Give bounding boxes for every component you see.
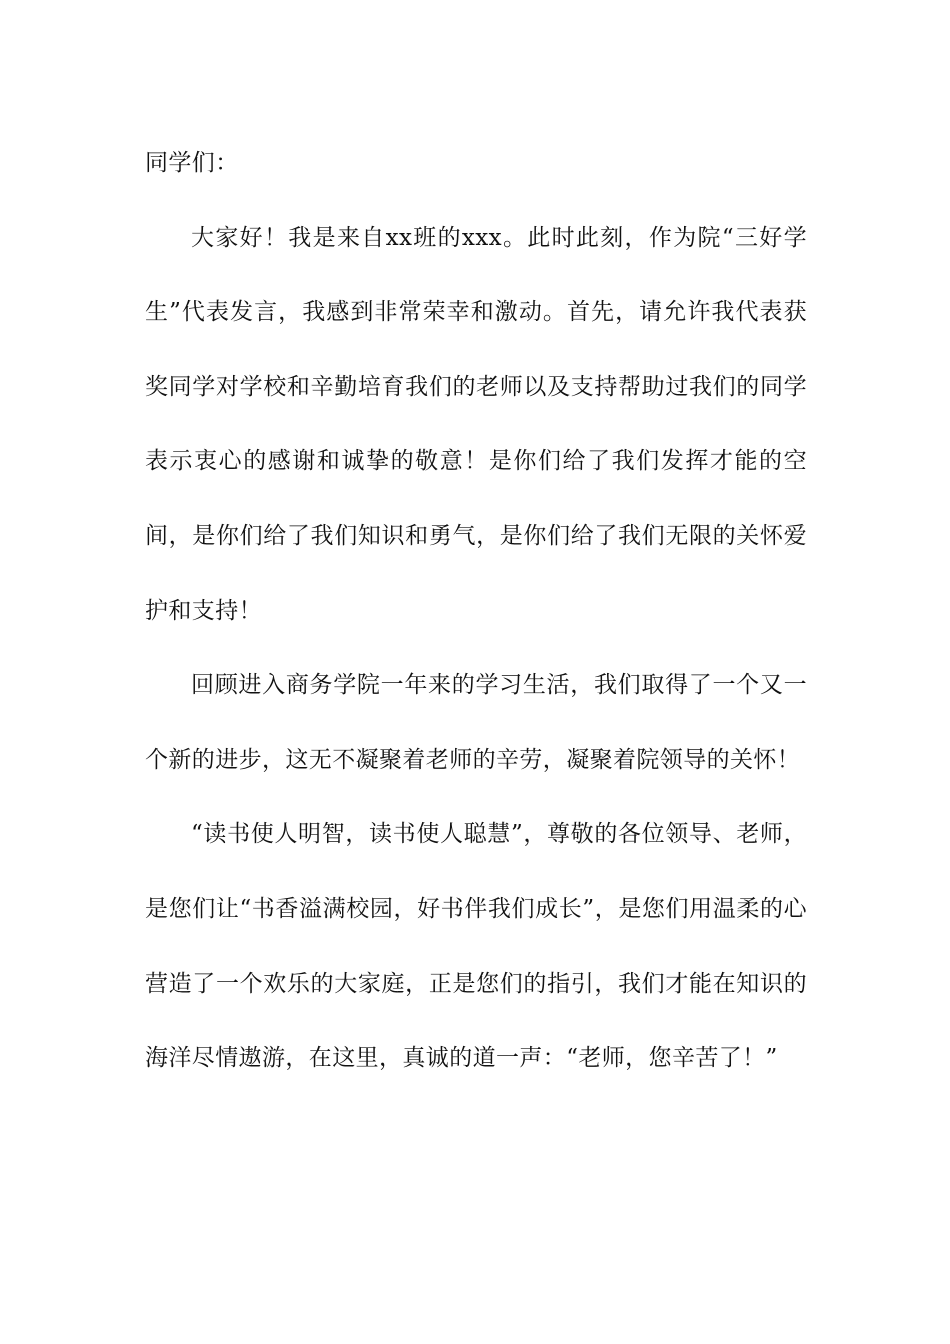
paragraph-review: 回顾进入商务学院一年来的学习生活，我们取得了一个又一个新的进步，这无不凝聚着老师的辛劳，凝聚着院领导的关怀！ [145, 672, 807, 773]
document-body [145, 126, 807, 1096]
paragraph-greeting: 大家好！我是来自xx班的xxx。此时此刻，作为院“三好学生”代表发言，我感到非常荣幸和激动。首先，请允许我代表获奖同学对学校和辛勤培育我们的老师以及支持帮助过我们的同学表示衷心的感谢和诚挚的敬意！是你们给了我们发挥才能的空间，是你们给了我们知识和勇气，是你们给了我们无限的关怀爱护和支持！ [145, 224, 807, 624]
salutation: 同学们： [145, 150, 239, 176]
paragraph-thanks-teachers: “读书使人明智，读书使人聪慧”，尊敬的各位领导、老师，是您们让“书香溢满校园，好书伴我们成长”，是您们用温柔的心营造了一个欢乐的大家庭，正是您们的指引，我们才能在知识的海洋尽情遨游，在这里，真诚的道一声：“老师，您辛苦了！” [145, 821, 807, 1072]
